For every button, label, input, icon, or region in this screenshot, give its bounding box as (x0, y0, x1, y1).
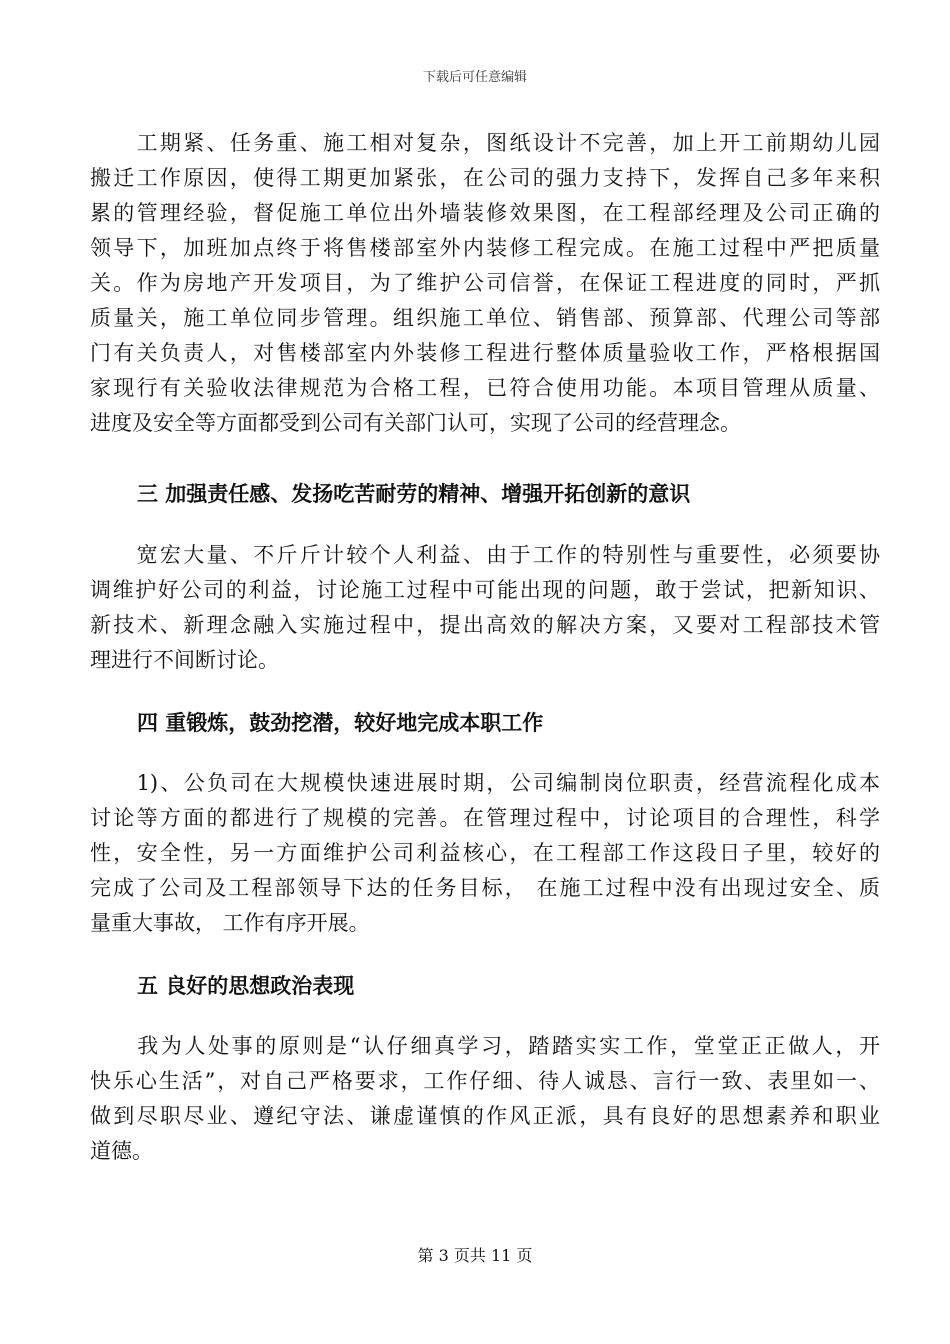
paragraph-line: 理进行不间断讨论。 (90, 648, 279, 672)
paragraph-line: 门有关负责人，对售楼部室内外装修工程进行整体质量验收工作，严格根据国 (90, 341, 880, 365)
page-number: 第 3 页共 11 页 (417, 1246, 533, 1265)
paragraph-line: 1)、公负司在大规模快速进展时期，公司编制岗位职责，经营流程化成本 (90, 771, 880, 795)
paragraph-line: 我为人处事的原则是“认仔细真学习，踏踏实实工作，堂堂正正做人，开 (90, 1034, 880, 1058)
paragraph-line: 道德。 (90, 1139, 153, 1163)
section-heading: 四 重锻炼，鼓劲挖潜，较好地完成本职工作 (137, 710, 544, 735)
paragraph-line: 量重大事故， 工作有序开展。 (90, 911, 370, 935)
paragraph-line: 讨论等方面的都进行了规模的完善。在管理过程中，讨论项目的合理性，科学 (90, 806, 880, 830)
paragraph-line: 累的管理经验，督促施工单位出外墙装修效果图，在工程部经理及公司正确的 (90, 201, 880, 225)
paragraph-line: 关。作为房地产开发项目，为了维护公司信誉，在保证工程进度的同时，严抓 (90, 271, 880, 295)
paragraph-line: 家现行有关验收法律规范为合格工程，已符合使用功能。本项目管理从质量、 (90, 376, 880, 400)
page-header: 下载后可任意编辑 (422, 70, 527, 85)
paragraph-line: 质量关，施工单位同步管理。组织施工单位、销售部、预算部、代理公司等部 (90, 306, 880, 330)
paragraph-line: 工期紧、任务重、施工相对复杂，图纸设计不完善，加上开工前期幼儿园 (90, 131, 880, 155)
section-heading: 三 加强责任感、发扬吃苦耐劳的精神、增强开拓创新的意识 (137, 481, 691, 506)
paragraph-line: 做到尽职尽业、遵纪守法、谦虚谨慎的作风正派，具有良好的思想素养和职业 (90, 1104, 880, 1128)
paragraph-line: 快乐心生活”，对自己严格要求，工作仔细、待人诚恳、言行一致、表里如一、 (90, 1069, 880, 1093)
paragraph-line: 领导下，加班加点终于将售楼部室外内装修工程完成。在施工过程中严把质量 (90, 236, 880, 260)
paragraph-line: 搬迁工作原因，使得工期更加紧张，在公司的强力支持下，发挥自己多年来积 (90, 166, 880, 190)
section-heading: 五 良好的思想政治表现 (137, 973, 355, 998)
paragraph-line: 性，安全性，另一方面维护公司利益核心，在工程部工作这段日子里，较好的 (90, 841, 880, 865)
paragraph-line: 新技术、新理念融入实施过程中，提出高效的解决方案，又要对工程部技术管 (90, 613, 880, 637)
paragraph-line: 宽宏大量、不斤斤计较个人利益、由于工作的特别性与重要性，必须要协 (90, 543, 880, 567)
paragraph-line: 完成了公司及工程部领导下达的任务目标， 在施工过程中没有出现过安全、质 (90, 876, 880, 900)
paragraph-line: 进度及安全等方面都受到公司有关部门认可，实现了公司的经营理念。 (90, 411, 741, 435)
paragraph-line: 调维护好公司的利益，讨论施工过程中可能出现的问题，敢于尝试，把新知识、 (90, 578, 880, 602)
